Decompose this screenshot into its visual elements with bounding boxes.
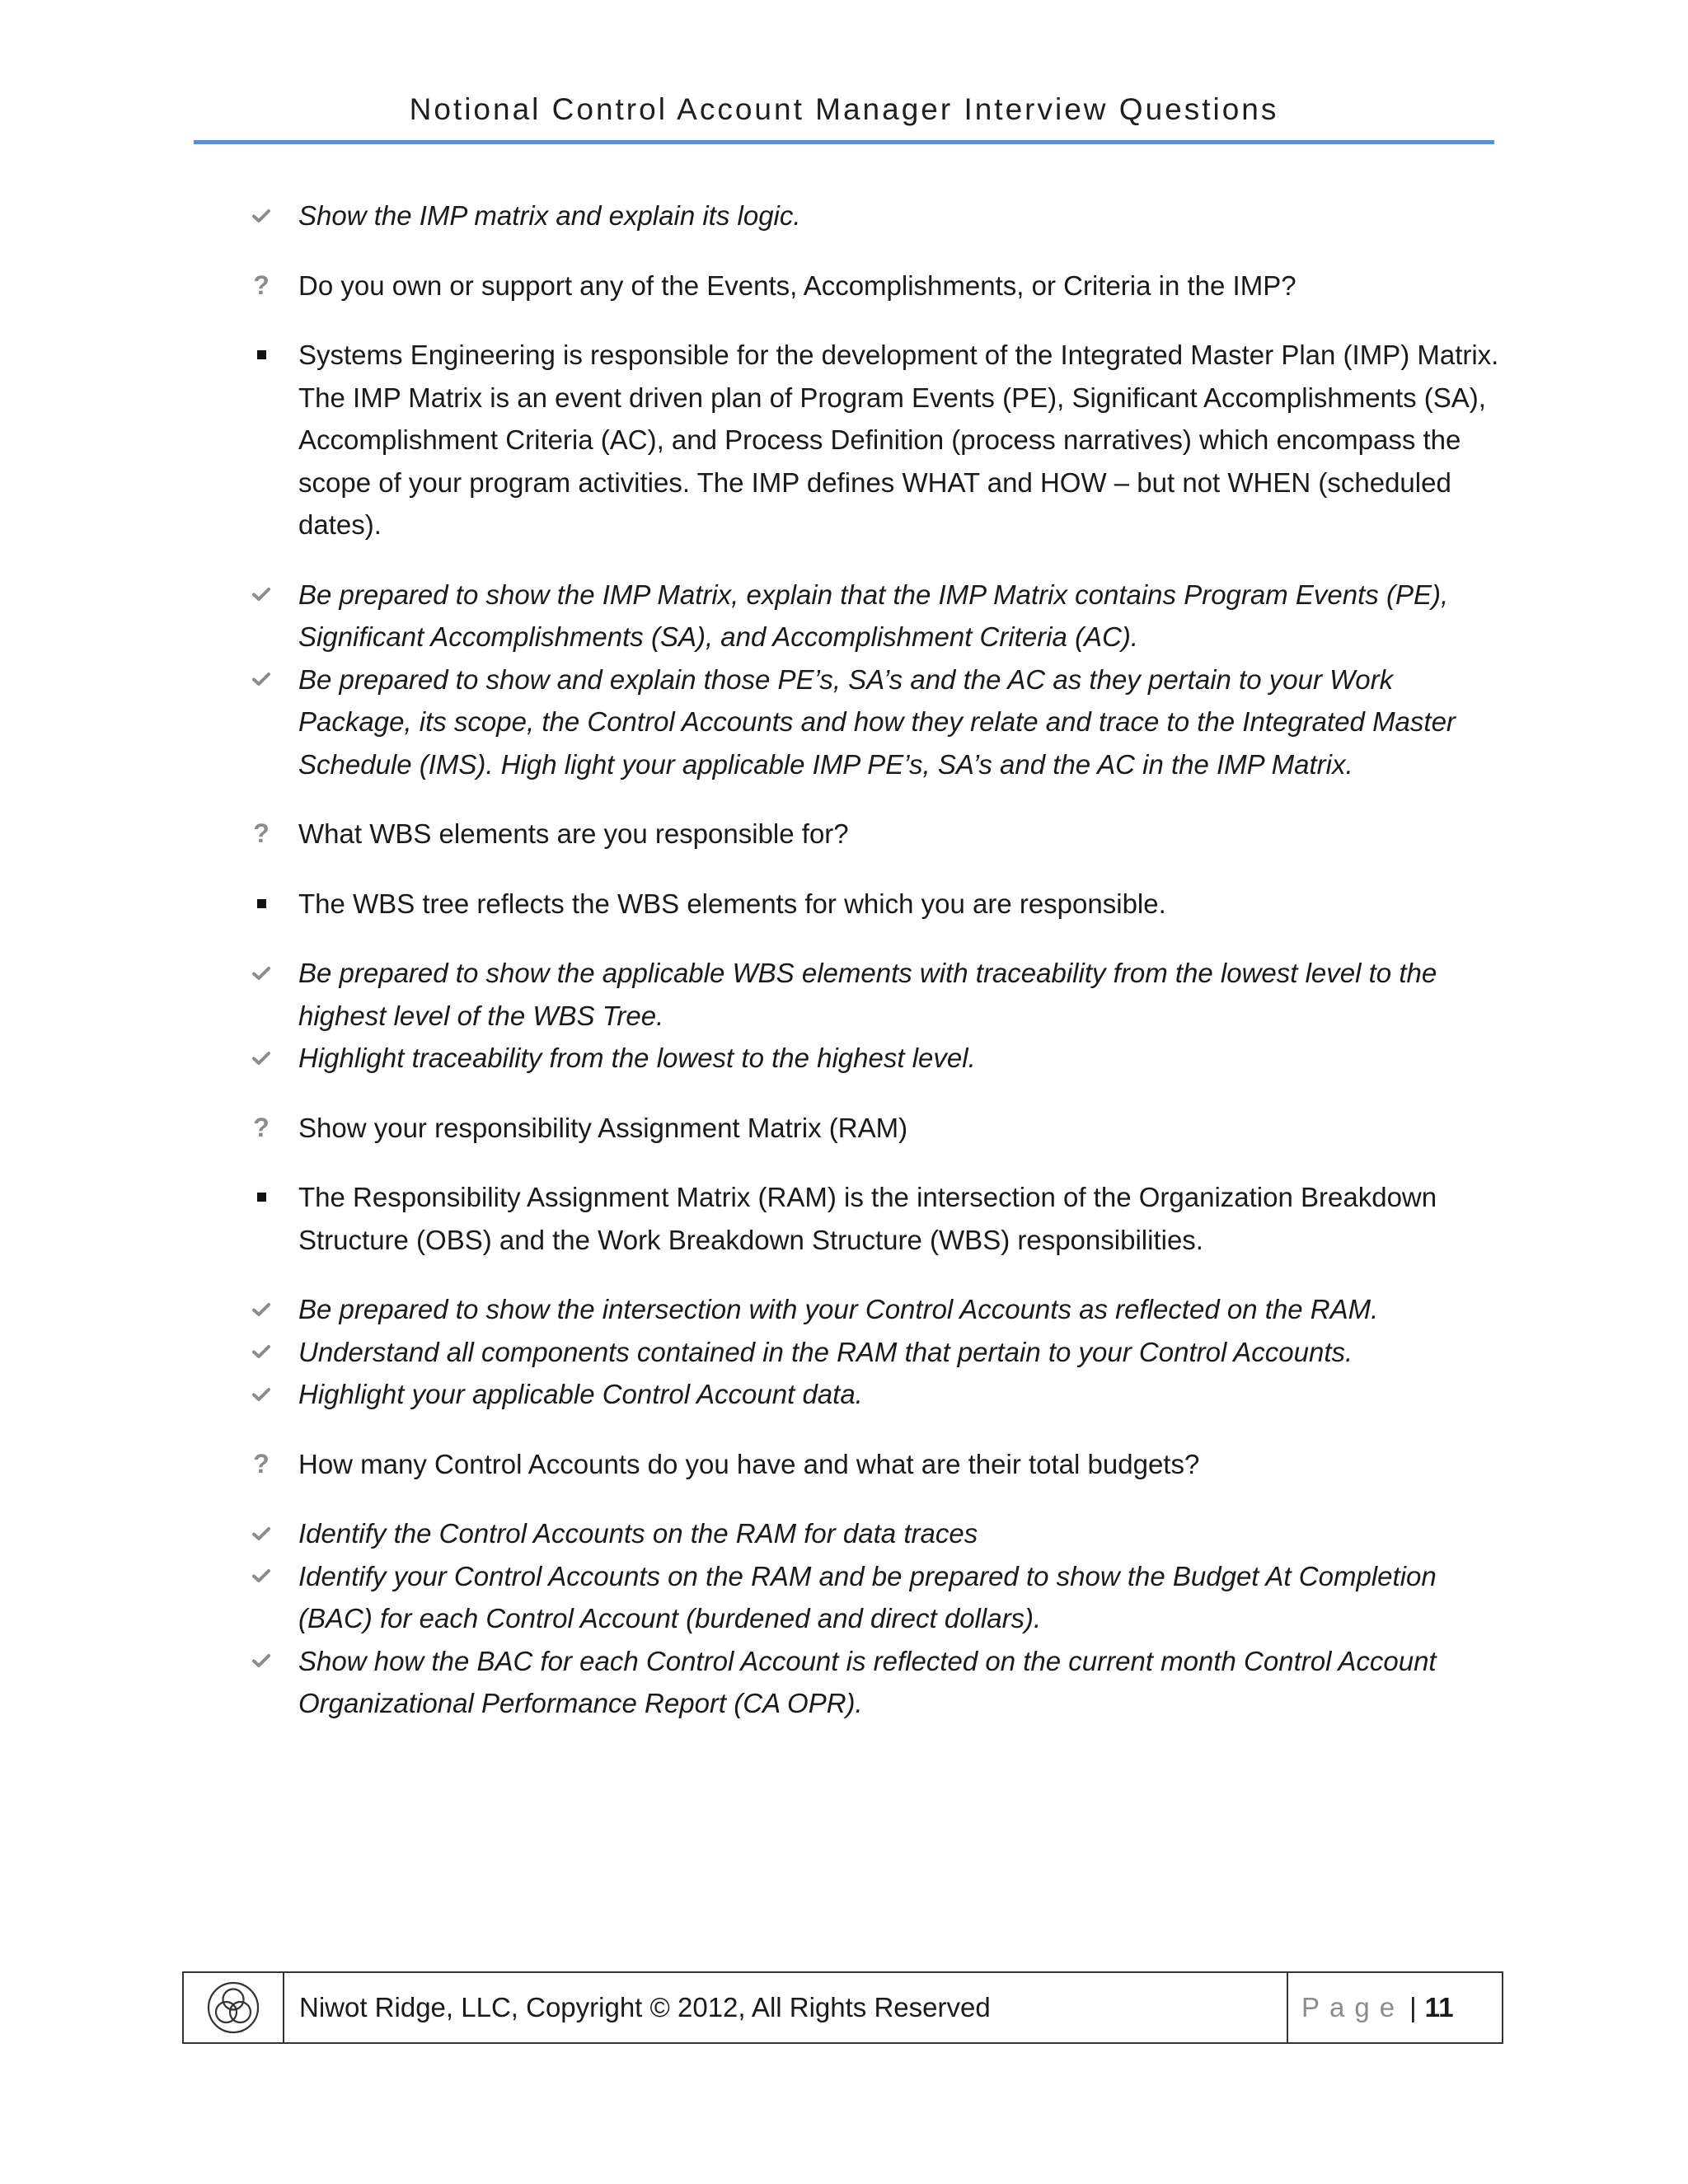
check-icon <box>247 1037 275 1080</box>
item-text: Identify your Control Accounts on the RAM and be prepared to show the Budget At Completion (BAC) for each Control Account (burdened and direct dollars). <box>298 1560 1437 1633</box>
page-footer <box>182 1971 1503 2044</box>
list-group <box>247 952 1500 1080</box>
check-icon <box>247 1555 275 1598</box>
list-group <box>247 883 1500 926</box>
question-item <box>247 1107 1500 1150</box>
guidance-item <box>247 194 1500 237</box>
page-separator: | <box>1409 1992 1417 2022</box>
question-mark-icon: ? <box>253 1112 270 1142</box>
item-text: Highlight your applicable Control Account data. <box>298 1379 863 1409</box>
list-group <box>247 1443 1500 1486</box>
question-mark-icon: ? <box>253 818 270 848</box>
list-group <box>247 1107 1500 1150</box>
header-divider <box>194 140 1494 144</box>
guidance-item <box>247 1512 1500 1555</box>
guidance-item <box>247 1037 1500 1080</box>
page-label: Page <box>1301 1992 1405 2022</box>
item-text: Show your responsibility Assignment Matrix (RAM) <box>298 1112 908 1143</box>
item-text: How many Control Accounts do you have and what are their total budgets? <box>298 1448 1200 1479</box>
document-body <box>247 194 1500 1752</box>
question-mark-icon: ? <box>253 269 270 300</box>
guidance-item <box>247 1331 1500 1374</box>
check-icon <box>247 1288 275 1331</box>
item-text: Understand all components contained in the RAM that pertain to your Control Accounts. <box>298 1336 1353 1367</box>
answer-item <box>247 883 1500 926</box>
item-text: The Responsibility Assignment Matrix (RAM) is the intersection of the Organization Breakdown Structure (OBS) and the Work Breakdown Structure (WBS) responsibilities. <box>298 1182 1437 1255</box>
guidance-item <box>247 1555 1500 1640</box>
footer-copyright: Niwot Ridge, LLC, Copyright © 2012, All Rights Reserved <box>284 1973 1288 2042</box>
item-text: Show how the BAC for each Control Account is reflected on the current month Control Account Organizational Performance Report (CA OPR). <box>298 1645 1437 1718</box>
question-item <box>247 1443 1500 1486</box>
trefoil-logo-icon <box>184 1973 284 2042</box>
check-icon <box>247 574 275 616</box>
item-text: Be prepared to show and explain those PE’s, SA’s and the AC as they pertain to your Work Package, its scope, the Control Accounts and how they relate and trace to the Integrated Master Schedule (IMS). High light your applicable IMP PE’s, SA’s and the AC in the IMP Matrix. <box>298 663 1456 780</box>
check-icon <box>247 1512 275 1555</box>
check-icon <box>247 1331 275 1374</box>
item-text: What WBS elements are you responsible for? <box>298 818 849 849</box>
item-text: The WBS tree reflects the WBS elements for which you are responsible. <box>298 888 1166 919</box>
guidance-item <box>247 658 1500 786</box>
square-bullet-icon <box>247 1176 275 1219</box>
guidance-item <box>247 1373 1500 1416</box>
answer-item <box>247 334 1500 546</box>
item-text: Identify the Control Accounts on the RAM for data traces <box>298 1518 978 1549</box>
page-header-title: Notional Control Account Manager Interview Questions <box>409 92 1279 126</box>
question-item <box>247 265 1500 307</box>
check-icon <box>247 194 275 237</box>
item-text: Do you own or support any of the Events, Accomplishments, or Criteria in the IMP? <box>298 269 1296 301</box>
list-group <box>247 574 1500 786</box>
guidance-item <box>247 1288 1500 1331</box>
square-bullet-icon <box>247 883 275 926</box>
list-group <box>247 813 1500 855</box>
item-text: Systems Engineering is responsible for the development of the Integrated Master Plan (IMP) Matrix. The IMP Matrix is an event driven plan of Program Events (PE), Significant Accomplishments (SA), Accomplishment Criteria (AC), and Process Definition (process narratives) which encompass the scope of your program activities. The IMP defines WHAT and HOW – but not WHEN (scheduled dates). <box>298 340 1499 540</box>
list-group <box>247 265 1500 307</box>
list-group <box>247 1512 1500 1725</box>
page-number: 11 <box>1424 1992 1454 2022</box>
check-icon <box>247 1373 275 1416</box>
question-mark-icon: ? <box>253 1448 270 1479</box>
guidance-item <box>247 952 1500 1037</box>
list-group <box>247 194 1500 237</box>
square-bullet-icon <box>247 334 275 377</box>
check-icon <box>247 658 275 701</box>
footer-page-indicator <box>1288 1973 1502 2042</box>
guidance-item <box>247 1640 1500 1725</box>
item-text: Highlight traceability from the lowest to the highest level. <box>298 1043 976 1073</box>
check-icon <box>247 1640 275 1683</box>
list-group <box>247 1176 1500 1261</box>
item-text: Be prepared to show the IMP Matrix, explain that the IMP Matrix contains Program Events (PE), Significant Accomplishments (SA), and Accomplishment Criteria (AC). <box>298 579 1449 652</box>
check-icon <box>247 952 275 995</box>
item-text: Show the IMP matrix and explain its logic. <box>298 200 801 231</box>
question-item <box>247 813 1500 855</box>
answer-item <box>247 1176 1500 1261</box>
item-text: Be prepared to show the applicable WBS elements with traceability from the lowest level to the highest level of the WBS Tree. <box>298 958 1437 1031</box>
list-group <box>247 1288 1500 1416</box>
item-text: Be prepared to show the intersection with your Control Accounts as reflected on the RAM. <box>298 1294 1379 1324</box>
guidance-item <box>247 574 1500 658</box>
list-group <box>247 334 1500 546</box>
